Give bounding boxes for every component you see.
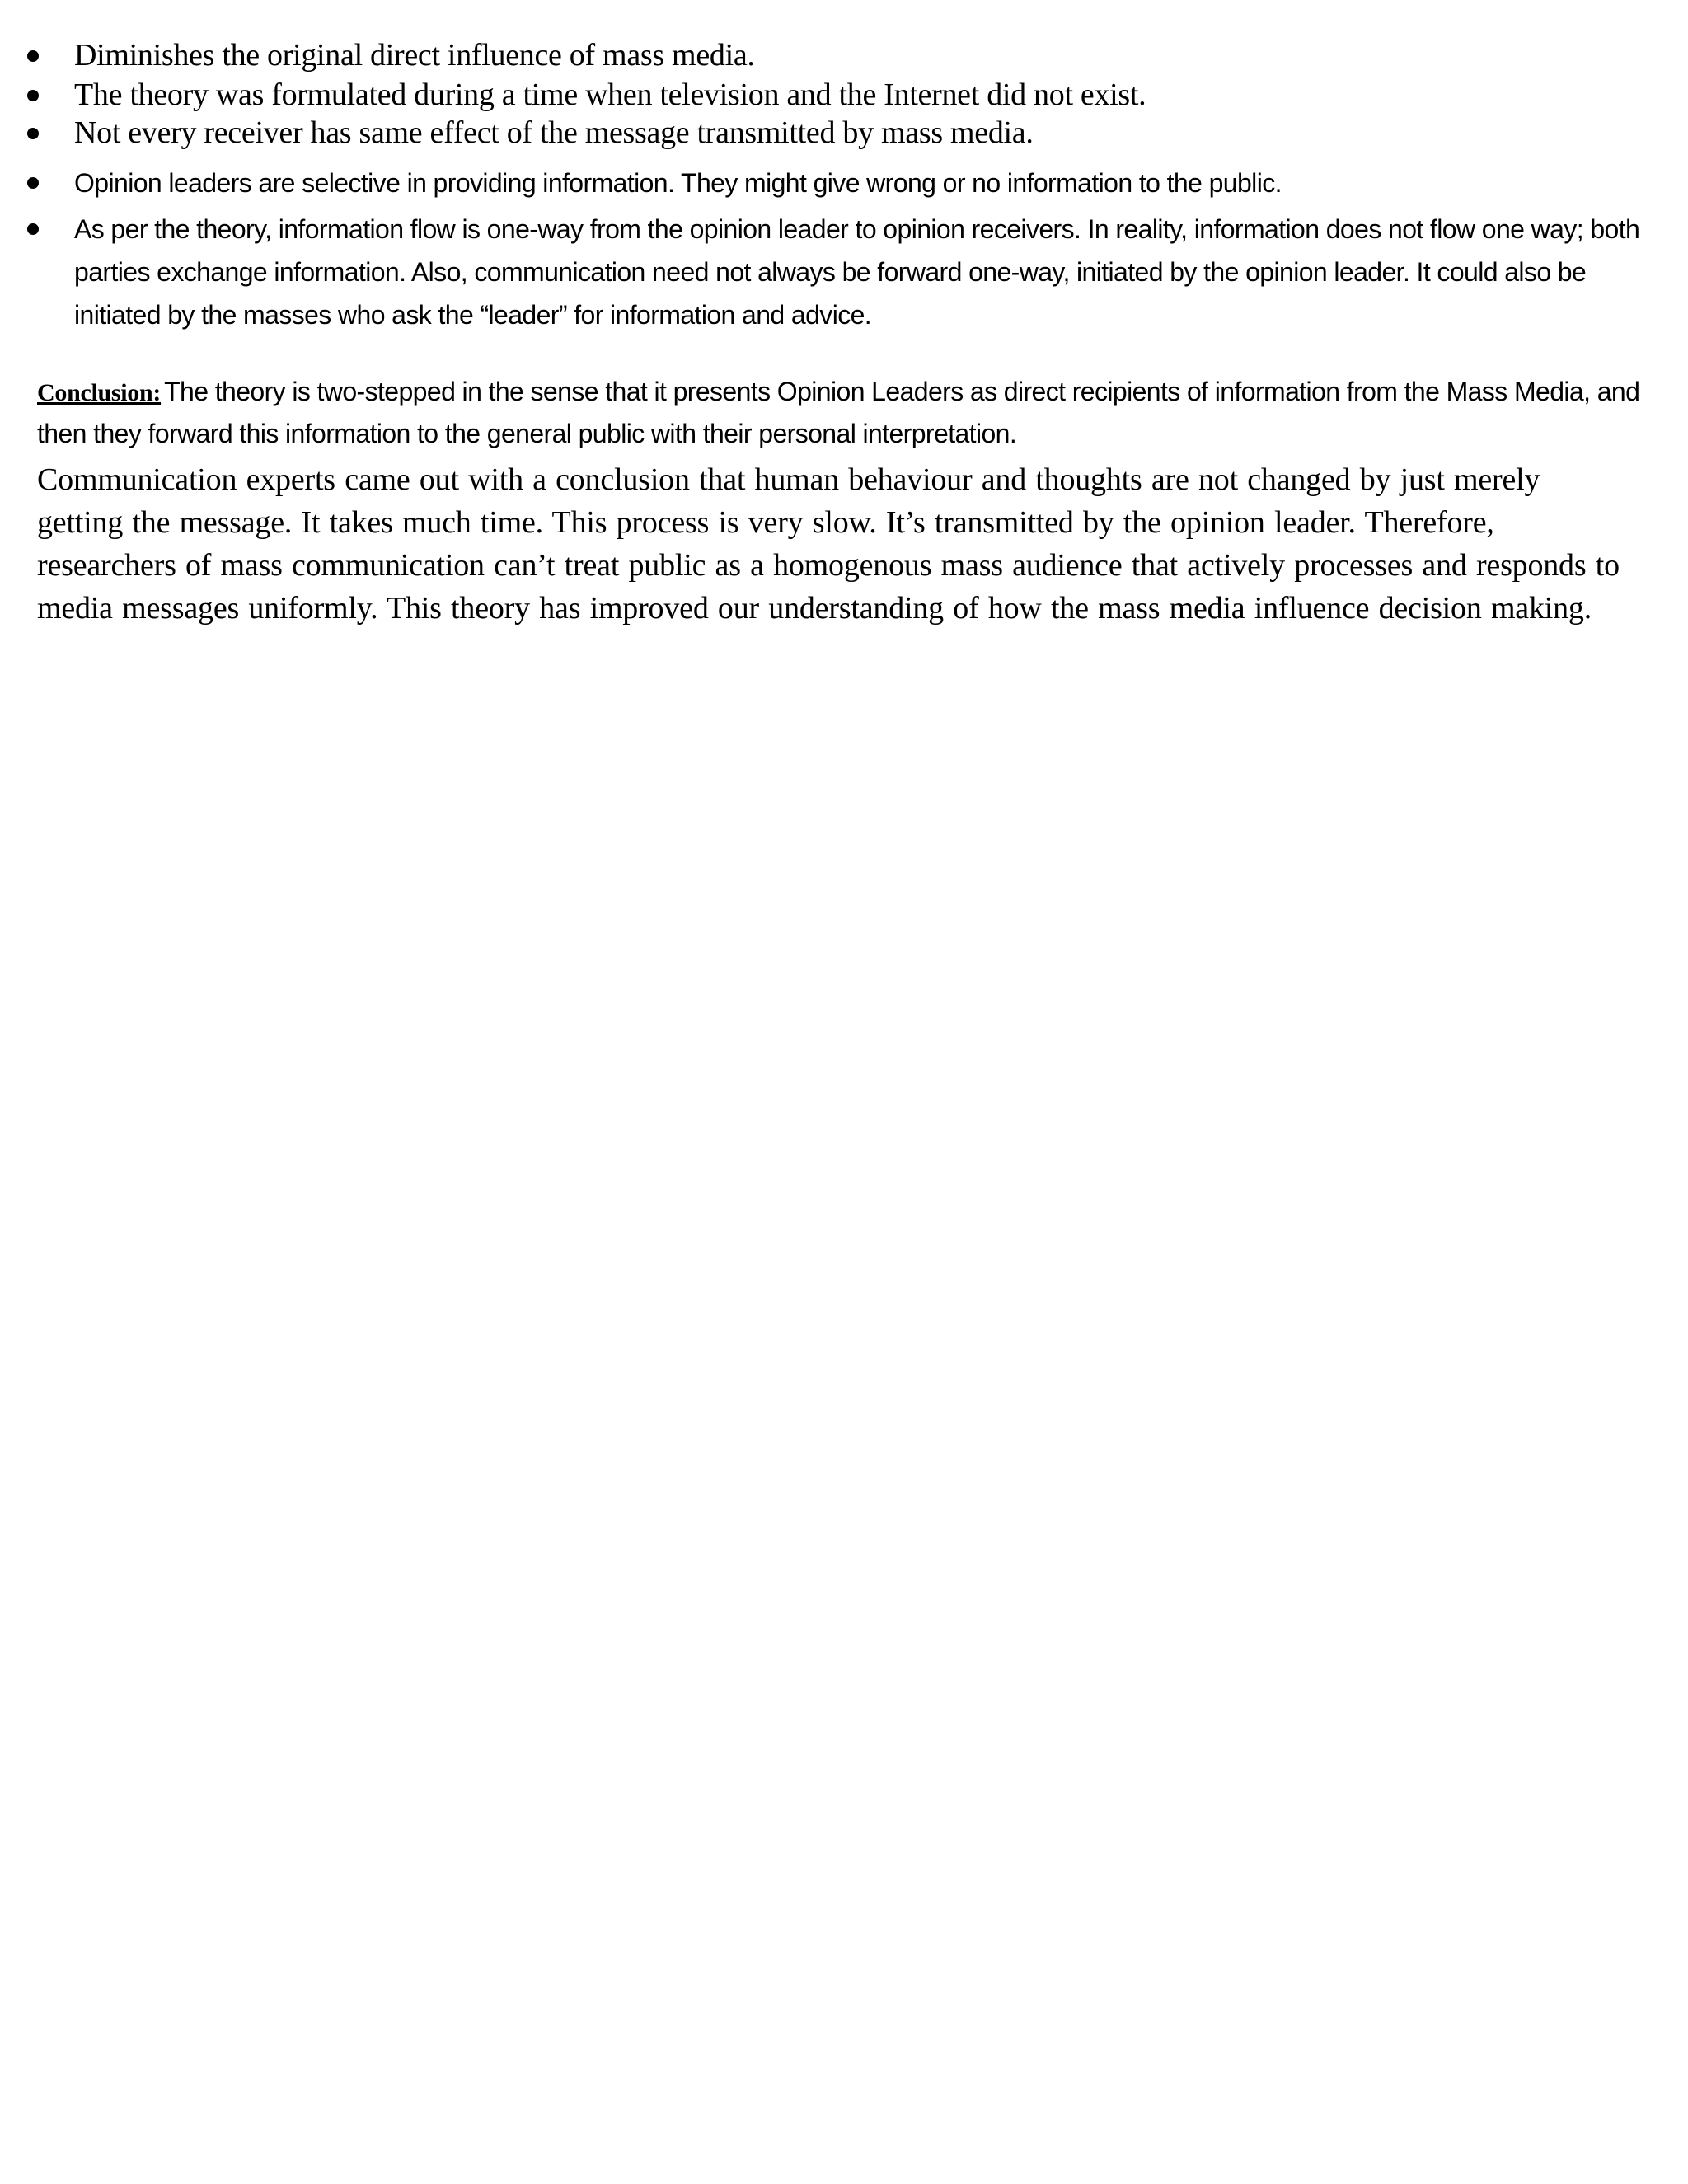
body-paragraph: Communication experts came out with a conclusion that human behaviour and thoughts are not changed by just merely getting the message. It takes much time. This process is very slow. It’s transmitted by the opinion leader. Therefore, researchers of mass communication can’t treat public as a homogenous mass audience that actively processes and responds to media messages uniformly. This theory has improved our understanding of how the mass media influence decision making.: [37, 462, 1620, 626]
bullet-item: [0, 76, 1648, 114]
bullet-text: Diminishes the original direct influence of mass media.: [74, 38, 755, 73]
bullet-icon: [27, 50, 39, 62]
bullet-item: [0, 162, 1648, 204]
conclusion-text: The theory is two-stepped in the sense that it presents Opinion Leaders as direct recipients of information from the Mass Media, and then they forward this information to the general public with their personal interpretation.: [37, 377, 1640, 448]
bullet-text: Opinion leaders are selective in providing information. They might give wrong or no information to the public.: [74, 168, 1282, 198]
bullet-list: [0, 36, 1648, 336]
conclusion-block: [37, 371, 1653, 455]
bullet-item: [0, 114, 1648, 160]
bullet-text: Not every receiver has same effect of the message transmitted by mass media.: [74, 115, 1034, 150]
conclusion-label: Conclusion:: [37, 379, 162, 406]
bullet-text: The theory was formulated during a time when television and the Internet did not exist.: [74, 77, 1146, 112]
bullet-icon: [27, 90, 39, 101]
bullet-text: As per the theory, information flow is one-way from the opinion leader to opinion receivers. In reality, information does not flow one way; both parties exchange information. Also, communication need not always be forward one-way, initiated by the opinion leader. It could also be initiated by the masses who ask the “leader” for information and advice.: [74, 214, 1640, 330]
bullet-icon: [27, 177, 39, 189]
bullet-item: [0, 36, 1648, 76]
bullet-icon: [27, 128, 39, 139]
bullet-item: [0, 208, 1657, 336]
bullet-icon: [27, 223, 39, 235]
